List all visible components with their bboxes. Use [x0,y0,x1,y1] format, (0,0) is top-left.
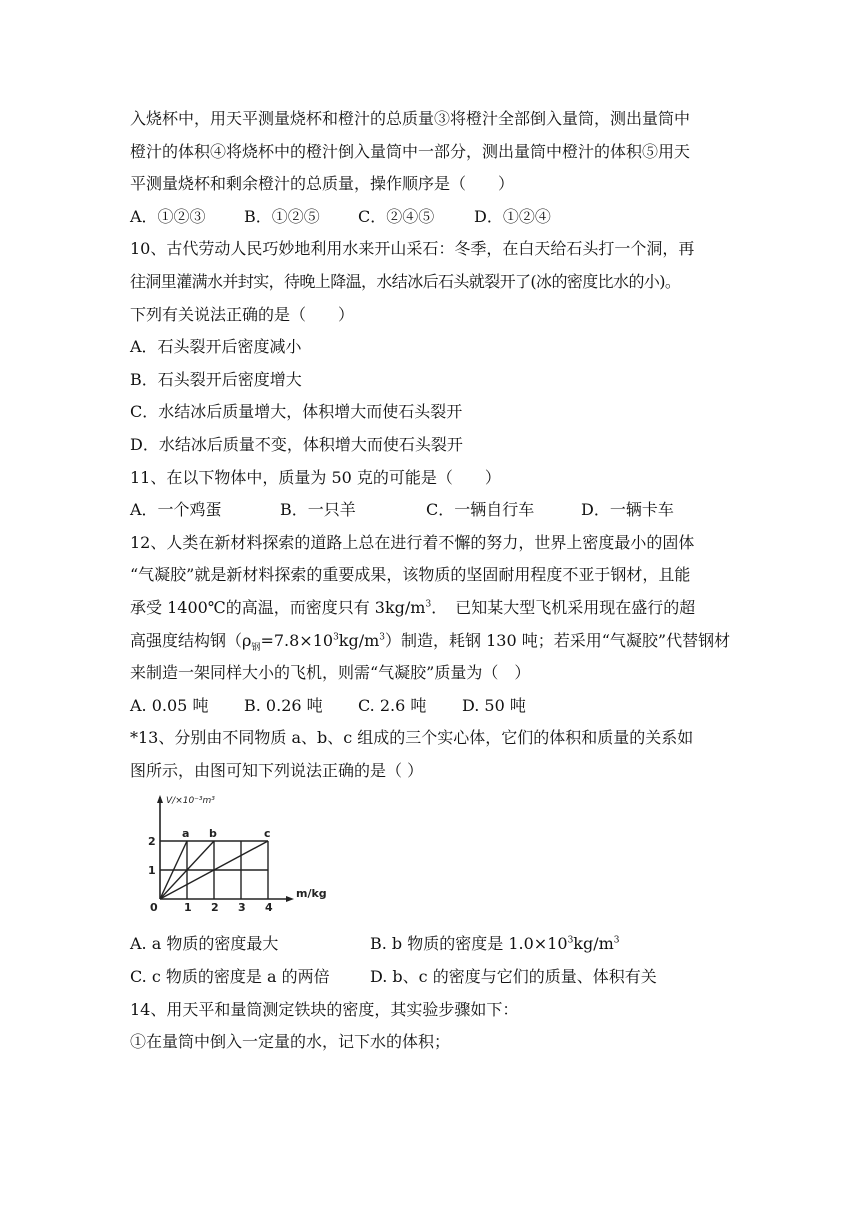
q14-text-line: ①在量筒中倒入一定量的水，记下水的体积； [130,1032,451,1052]
q14-text-line: 14、用天平和量筒测定铁块的密度，其实验步骤如下： [130,999,519,1019]
y-axis-arrow [157,795,163,803]
q12-line4-text: =7.8×10 [260,630,334,650]
x-tick-label: 3 [238,901,246,915]
exam-page [130,103,740,1059]
q11-options [130,494,740,527]
q13-text-line: *13、分别由不同物质 a、b、c 组成的三个实心体，它们的体积和质量的关系如 [130,728,694,748]
q10-option-b: B．石头裂开后密度增大 [130,369,302,389]
q9-option-b: B．①②⑤ [244,206,320,226]
q13-text-line: 图所示，由图可知下列说法正确的是（ ） [130,760,424,780]
x-tick-label: 2 [211,901,219,915]
y-tick-label: 2 [148,835,156,849]
q12-line3-text: 承受 1400℃的高温，而密度只有 3kg/m [130,597,426,617]
superscript: 3 [425,599,432,610]
q10-option-c: C．水结冰后质量增大，体积增大而使石头裂开 [130,402,463,422]
q9-text-line: 平测量烧杯和剩余橙汁的总质量，操作顺序是（ ） [130,174,515,194]
x-axis-label: m/kg [296,887,327,901]
q13-options-row1 [130,928,740,961]
q12-option-d: D. 50 吨 [462,695,526,715]
q12-text-line [130,625,740,658]
graph-svg [130,791,340,926]
q11-option-d: D．一辆卡车 [581,500,674,520]
q11-option-a: A．一个鸡蛋 [130,500,222,520]
volume-mass-graph [130,791,340,926]
y-tick-label: 1 [148,864,156,878]
q13-option-c: C. c 物质的密度是 a 的两倍 [130,967,330,987]
x-axis-arrow [286,896,294,902]
q13-option-a: A. a 物质的密度最大 [130,934,279,954]
q11-text-line: 11、在以下物体中，质量为 50 克的可能是（ ） [130,467,501,487]
q13-options-row2 [130,961,740,994]
q12-options [130,690,740,723]
tick-labels [148,796,327,914]
series-label-a: a [182,827,190,841]
q9-options [130,201,740,234]
q12-line4-text: kg/m [338,630,380,650]
q9-option-d: D．①②④ [474,206,551,226]
q9-text-line: 橙汁的体积④将烧杯中的橙汁倒入量筒中一部分，测出量筒中橙汁的体积⑤用天 [130,141,691,161]
q12-text-line: 12、人类在新材料探索的道路上总在进行着不懈的努力，世界上密度最小的固体 [130,532,695,552]
q12-text-line [130,592,740,625]
q13-option-b-text: B. b 物质的密度是 1.0×10 [370,934,568,954]
q10-text-line: 下列有关说法正确的是（ ） [130,304,355,324]
superscript: 3 [567,936,574,947]
q13-option-b [370,928,620,961]
q12-line3-text: ． 已知某大型飞机采用现在盛行的超 [431,597,696,617]
q12-text-line: “气凝胶”就是新材料探索的重要成果，该物质的坚固耐用程度不亚于钢材，且能 [130,565,691,585]
series-label-c: c [264,827,271,841]
superscript: 3 [333,632,339,643]
q11-option-c: C．一辆自行车 [426,500,535,520]
x-tick-label: 0 [150,901,158,915]
q9-option-c: C．②④⑤ [358,206,435,226]
q10-text-line: 往洞里灌满水并封实，待晚上降温，水结冰后石头就裂开了(冰的密度比水的小)。 [130,271,681,291]
q11-option-b: B．一只羊 [280,500,356,520]
q13-option-b-text: kg/m [573,934,614,954]
q12-option-b: B. 0.26 吨 [244,695,323,715]
y-axis-label: V/×10⁻³m³ [166,796,215,807]
subscript: 钢 [251,642,261,653]
q12-option-c: C. 2.6 吨 [358,695,427,715]
q9-text-line: 入烧杯中，用天平测量烧杯和橙汁的总质量③将橙汁全部倒入量筒，测出量筒中 [130,109,691,128]
q12-line4-text: 高强度结构钢（ρ [130,630,252,650]
q9-option-a: A．①②③ [130,206,206,226]
superscript: 3 [613,936,620,947]
q10-option-a: A．石头裂开后密度减小 [130,337,302,357]
q12-text-line: 来制造一架同样大小的飞机，则需“气凝胶”质量为（ ） [130,663,531,683]
q13-option-d: D. b、c 的密度与它们的质量、体积有关 [370,967,657,987]
x-tick-label: 4 [265,901,273,915]
superscript: 3 [379,632,386,643]
axes [157,795,294,902]
q12-option-a: A. 0.05 吨 [130,695,209,715]
series-label-b: b [209,827,217,841]
q10-text-line: 10、古代劳动人民巧妙地利用水来开山采石：冬季，在白天给石头打一个洞，再 [130,239,695,259]
q12-line4-text: ）制造，耗钢 130 吨；若采用“气凝胶”代替钢材 [385,630,731,650]
q10-option-d: D．水结冰后质量不变，体积增大而使石头裂开 [130,434,463,454]
x-tick-label: 1 [184,901,192,915]
